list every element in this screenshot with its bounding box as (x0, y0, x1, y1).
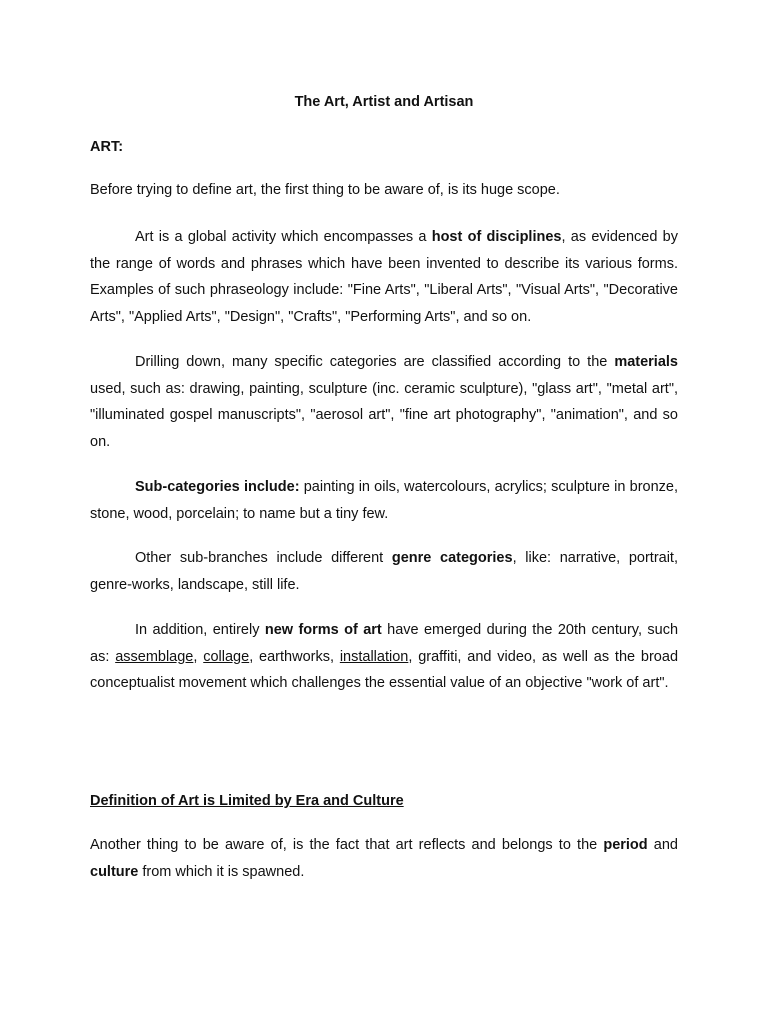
text: and (647, 837, 678, 853)
bold-text: materials (614, 354, 678, 370)
text: painting in oils, watercolours, acrylics; sculpture in bronze, stone, wood, porcelain; to name but a tiny few. (90, 479, 678, 522)
bold-text: host of disciplines (431, 229, 562, 245)
bold-text: Sub-categories include: (135, 479, 300, 495)
text: Art is a global activity which encompasses a (135, 229, 432, 245)
section-heading: Definition of Art is Limited by Era and Culture (90, 793, 404, 809)
bold-text: culture (90, 863, 139, 880)
link-collage[interactable]: collage (203, 648, 250, 665)
link-assemblage[interactable]: assemblage (115, 648, 194, 665)
text: , (193, 648, 204, 665)
bold-text: genre categories (391, 550, 513, 566)
art-heading: ART: (90, 139, 124, 155)
bold-text: new forms of art (264, 622, 382, 638)
link-installation[interactable]: installation (339, 648, 409, 665)
text: , like: narrative, portrait, genre-works, landscape, still life. (90, 550, 678, 593)
text: In addition, entirely (135, 622, 265, 638)
scope-sentence: Before trying to define art, the first thing to be aware of, is its huge scope. (90, 182, 560, 198)
paragraph-period-culture (90, 832, 678, 885)
text: , graffiti, and video, as well as the broad conceptualist movement which challenges the essential value of an objective "work of art". (90, 648, 679, 692)
paragraph-sub-categories (90, 474, 678, 527)
paragraph-new-forms (90, 617, 678, 697)
text: , as evidenced by the range of words and phrases which have been invented to describe its various forms. Examples of such phraseology include: "Fine Arts", "Liberal Arts", "Visual Arts", "Decorative Arts", "Applied Arts", "Design", "Crafts", "Performing Arts", and so on. (90, 229, 678, 325)
text: , earthworks, (249, 648, 340, 665)
bold-text: period (603, 837, 648, 853)
text: Another thing to be aware of, is the fact that art reflects and belongs to the (90, 837, 604, 853)
paragraph-genre (90, 545, 678, 598)
paragraph-disciplines (90, 224, 678, 330)
document-title: The Art, Artist and Artisan (294, 94, 474, 110)
text: from which it is spawned. (138, 863, 305, 880)
paragraph-materials (90, 349, 678, 455)
text: Drilling down, many specific categories are classified according to the (135, 354, 615, 370)
text: Other sub-branches include different (135, 550, 392, 566)
text: have emerged during the 20th century, such as: (90, 622, 679, 665)
text: used, such as: drawing, painting, sculpture (inc. ceramic sculpture), "glass art", "metal art", "illuminated gospel manuscripts", "aerosol art", "fine art photography", "animation", and so on. (90, 380, 678, 450)
